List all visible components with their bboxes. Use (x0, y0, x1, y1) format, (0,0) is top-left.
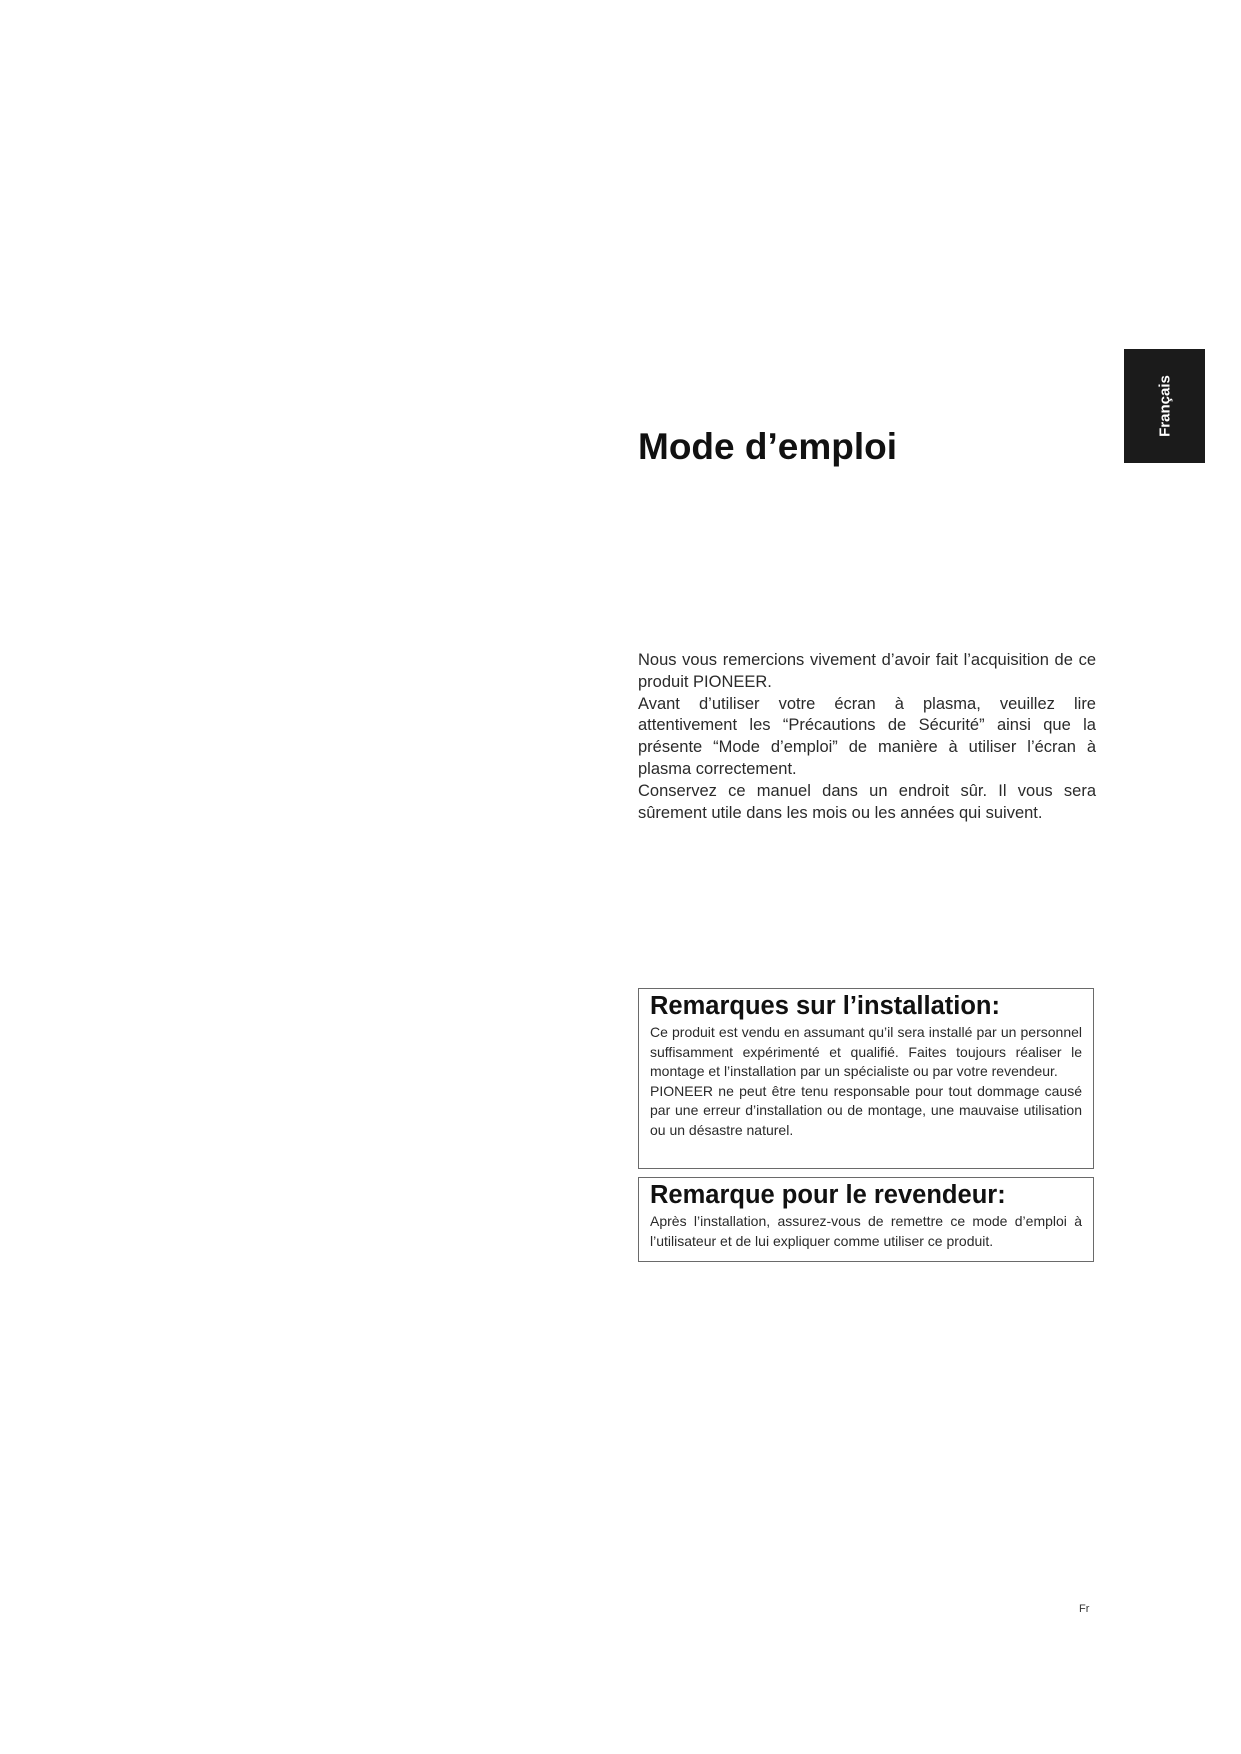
page-language-code: Fr (1079, 1603, 1090, 1615)
dealer-note-paragraph: Après l’installation, assurez-vous de remettre ce mode d’emploi à l’utilisateur et de lui expliquer comme utiliser ce produit. (650, 1213, 1082, 1249)
installation-notes-heading: Remarques sur l’installation: (650, 992, 1001, 1020)
dealer-note-body (650, 1212, 1082, 1251)
language-tab (1124, 349, 1205, 463)
intro-paragraph: Conservez ce manuel dans un endroit sûr. Il vous sera sûrement utile dans les mois ou les années qui suivent. (638, 781, 1096, 822)
installation-notes-body (650, 1023, 1082, 1140)
installation-notes-box (638, 988, 1094, 1169)
intro-paragraph: Avant d’utiliser votre écran à plasma, veuillez lire attentivement les “Précautions de Sécurité” ainsi que la présente “Mode d’emploi” de manière à utiliser l’écran à plasma correctement. (638, 694, 1096, 778)
installation-notes-paragraph: Ce produit est vendu en assumant qu’il sera installé par un personnel suffisamment expérimenté et qualifié. Faites toujours réaliser le montage et l’installation par un spécialiste ou par votre revendeur. (650, 1024, 1082, 1079)
page-title: Mode d’emploi (638, 426, 897, 467)
dealer-note-heading: Remarque pour le revendeur: (650, 1181, 1006, 1209)
dealer-note-box (638, 1177, 1094, 1262)
intro-text (638, 650, 1096, 824)
language-tab-label: Français (1156, 375, 1173, 437)
intro-paragraph: Nous vous remercions vivement d’avoir fait l’acquisition de ce produit PIONEER. (638, 651, 1096, 691)
installation-notes-paragraph: PIONEER ne peut être tenu responsable pour tout dommage causé par une erreur d’installation ou de montage, une mauvaise utilisation ou un désastre naturel. (650, 1082, 1082, 1138)
